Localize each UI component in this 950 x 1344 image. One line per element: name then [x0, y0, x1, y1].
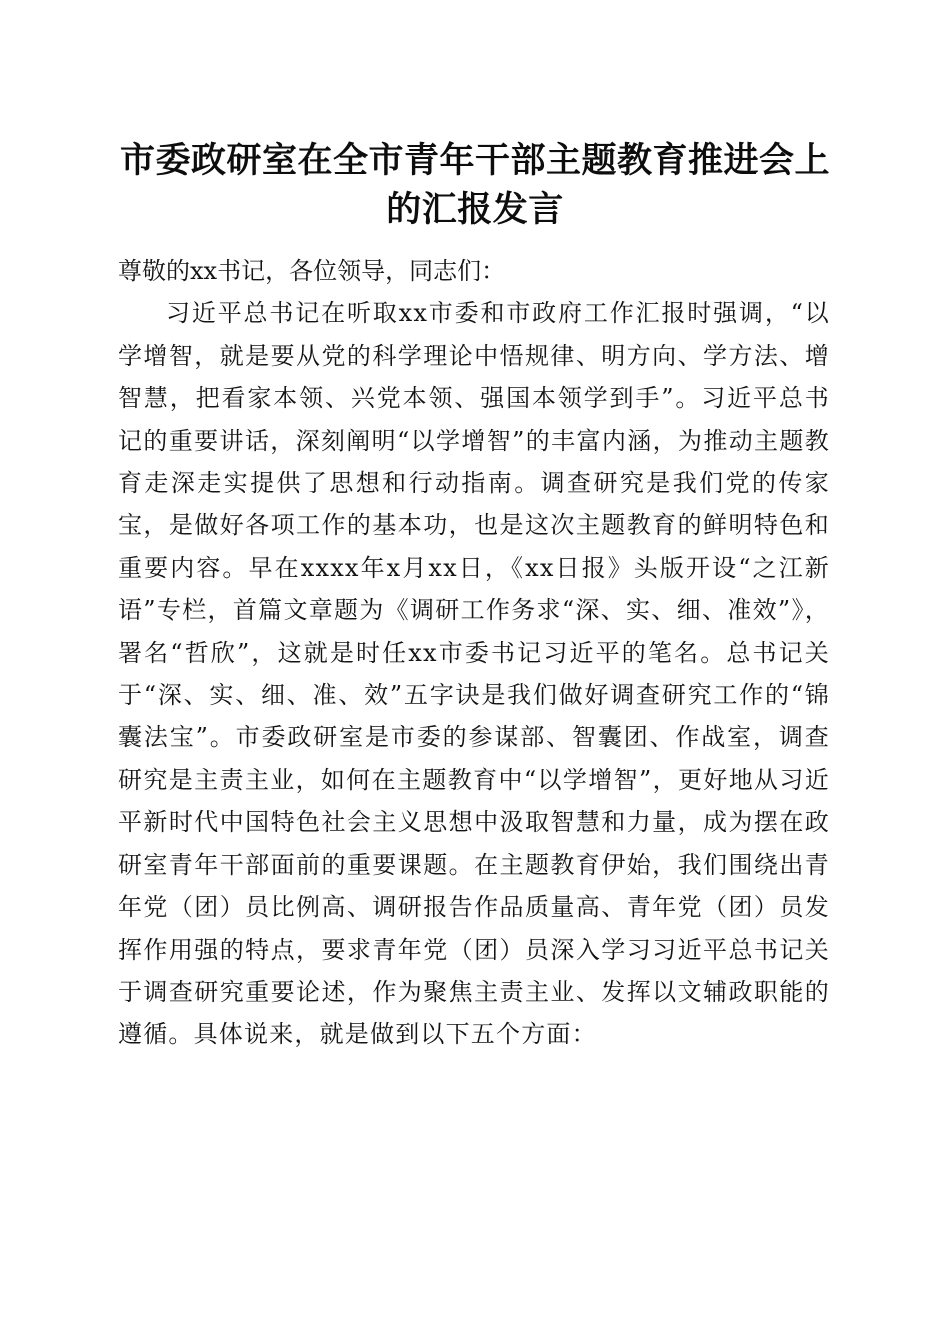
body-paragraph: 习近平总书记在听取xx市委和市政府工作汇报时强调，“以学增智，就是要从党的科学理论中悟规律、明方向、学方法、增智慧，把看家本领、兴党本领、强国本领学到手”。习近平总书记的重要讲话，深刻阐明“以学增智”的丰富内涵，为推动主题教育走深走实提供了思想和行动指南。调查研究是我们党的传家宝，是做好各项工作的基本功，也是这次主题教育的鲜明特色和重要内容。早在xxxx年x月xx日，《xx日报》头版开设“之江新语”专栏，首篇文章题为《调研工作务求“深、实、细、准效”》，署名“哲欣”，这就是时任xx市委书记习近平的笔名。总书记关于“深、实、细、准、效”五字诀是我们做好调查研究工作的“锦囊法宝”。市委政研室是市委的参谋部、智囊团、作战室，调查研究是主责主业，如何在主题教育中“以学增智”，更好地从习近平新时代中国特色社会主义思想中汲取智慧和力量，成为摆在政研室青年干部面前的重要课题。在主题教育伊始，我们围绕出青年党（团）员比例高、调研报告作品质量高、青年党（团）员发挥作用强的特点，要求青年党（团）员深入学习习近平总书记关于调查研究重要论述，作为聚焦主责主业、发挥以文辅政职能的遵循。具体说来，就是做到以下五个方面： — [118, 299, 830, 1049]
document-body — [118, 250, 830, 1056]
title-line-2: 的汇报发言 — [386, 189, 564, 230]
document-title — [110, 136, 840, 234]
greeting: 尊敬的xx书记，各位领导，同志们： — [118, 257, 506, 285]
title-line-1: 市委政研室在全市青年干部主题教育推进会上 — [119, 140, 830, 181]
